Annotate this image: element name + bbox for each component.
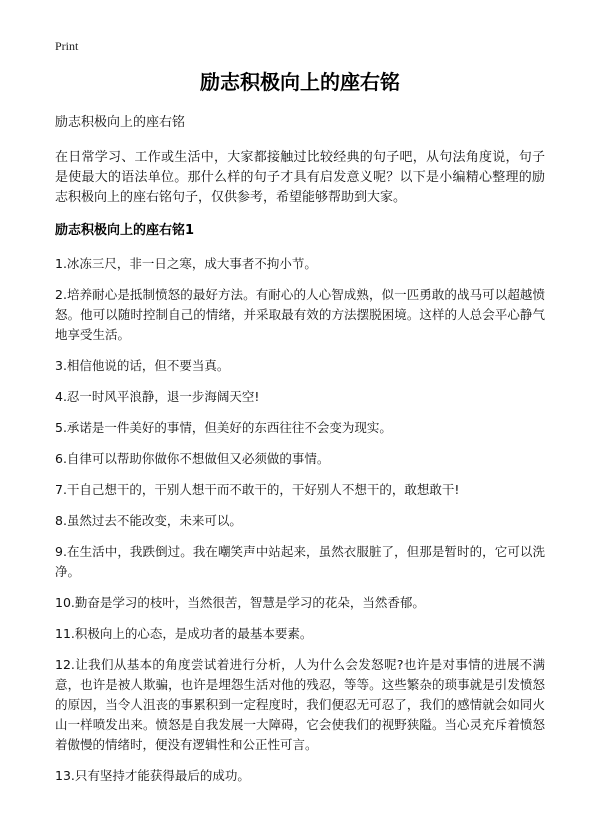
motto-item-10: 10.勤奋是学习的枝叶，当然很苦，智慧是学习的花朵，当然香郁。 xyxy=(55,595,425,610)
motto-list xyxy=(55,254,545,786)
motto-item-8: 8.虽然过去不能改变，未来可以。 xyxy=(55,513,242,528)
motto-item-9: 9.在生活中，我跌倒过。我在嘲笑声中站起来，虽然衣服脏了，但那是暂时的，它可以洗净。 xyxy=(55,544,545,579)
document-subtitle: 励志积极向上的座右铭 xyxy=(55,115,186,130)
motto-item-11: 11.积极向上的心态，是成功者的最基本要素。 xyxy=(55,626,313,641)
print-link[interactable]: Print xyxy=(55,39,79,53)
document-title: 励志积极向上的座右铭 xyxy=(200,70,400,94)
motto-item-6: 6.自律可以帮助你做你不想做但又必须做的事情。 xyxy=(55,451,330,466)
motto-item-1: 1.冰冻三尺，非一日之寒，成大事者不拘小节。 xyxy=(55,256,317,271)
motto-item-2: 2.培养耐心是抵制愤怒的最好方法。有耐心的人心智成熟，似一匹勇敢的战马可以超越愤怒。他可以随时控制自己的情绪，并采取最有效的方法摆脱困境。这样的人总会平心静气地享受生活。 xyxy=(55,287,545,342)
motto-item-4: 4.忍一时风平浪静，退一步海阔天空! xyxy=(55,389,260,404)
section-heading: 励志积极向上的座右铭1 xyxy=(55,223,195,238)
motto-item-3: 3.相信他说的话，但不要当真。 xyxy=(55,358,230,373)
motto-item-7: 7.干自己想干的，干别人想干而不敢干的，干好别人不想干的，敢想敢干! xyxy=(55,482,460,497)
motto-item-13: 13.只有坚持才能获得最后的成功。 xyxy=(55,768,250,783)
intro-paragraph: 在日常学习、工作或生活中，大家都接触过比较经典的句子吧，从句法角度说，句子是使最大的语法单位。那什么样的句子才具有启发意义呢？以下是小编精心整理的励志积极向上的座右铭句子，仅供参考，希望能够帮助到大家。 xyxy=(55,150,545,205)
motto-item-5: 5.承诺是一件美好的事情，但美好的东西往往不会变为现实。 xyxy=(55,420,392,435)
motto-item-12: 12.让我们从基本的角度尝试着进行分析，人为什么会发怒呢?也许是对事情的进展不满意，也许是被人欺骗，也许是埋怨生活对他的残忍，等等。这些繁杂的琐事就是引发愤怒的原因，当令人沮丧的事累积到一定程度时，我们便忍无可忍了，我们的感情就会如同火山一样喷发出来。愤怒是自我发展一大障碍，它会使我们的视野狭隘。当心灵充斥着愤怒着傲慢的情绪时，便没有逻辑性和公正性可言。 xyxy=(55,657,545,752)
